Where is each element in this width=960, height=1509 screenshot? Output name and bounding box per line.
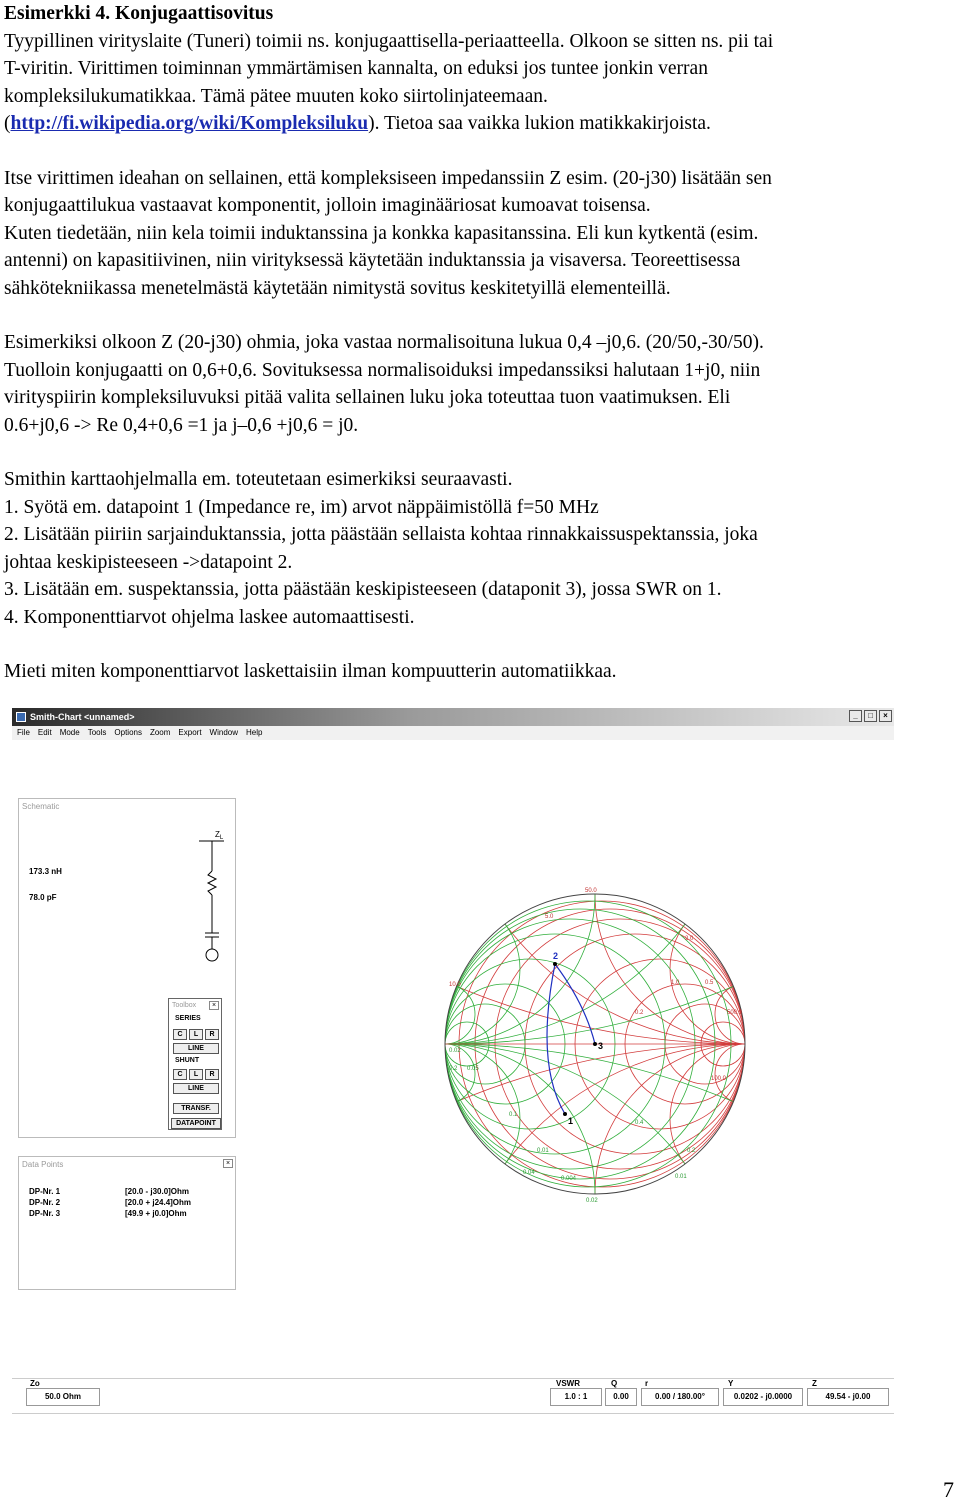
window-controls <box>849 710 892 722</box>
para3-line4: 0.6+j0,6 -> Re 0,4+0,6 =1 ja j–0,6 +j0,6 = j0. <box>4 414 359 436</box>
para2-line4: antenni) on kapasitiivinen, niin virityksessä käytetään induktanssia ja visaversa. Teoreettisessa <box>4 250 741 271</box>
smith-chart-screenshot <box>0 700 960 1420</box>
document-body <box>4 0 954 686</box>
datapoints-header: Data Points <box>22 1160 64 1169</box>
menu-edit[interactable]: Edit <box>37 728 52 737</box>
shunt-c-button[interactable]: C <box>173 1069 187 1080</box>
bottom-label: 0.02 <box>586 1198 598 1204</box>
vswr-field: 1.0 : 1 <box>550 1388 602 1406</box>
para2-line3: Kuten tiedetään, niin kela toimii induktanssina ja konkka kapasitanssina. Eli kun kytkentä (esim. <box>4 222 759 244</box>
lower-label-4: 0.1 <box>509 1112 518 1118</box>
para2-line2: konjugaattilukua vastaavat komponentit, jolloin imaginääriosat kumoavat toisensa. <box>4 195 651 216</box>
top-label: 50.0 <box>585 888 597 894</box>
page-number: 7 <box>943 1477 954 1502</box>
point-3-label: 3 <box>598 1041 604 1051</box>
dp2-name: DP-Nr. 2 <box>29 1198 61 1207</box>
capacitor-value: 78.0 pF <box>29 893 57 902</box>
para2-line1: Itse virittimen ideahan on sellainen, että kompleksiseen impedanssiin Z esim. (20-j30) lisätään sen <box>4 167 772 189</box>
series-r-button[interactable]: R <box>205 1029 219 1040</box>
menu-mode[interactable]: Mode <box>59 728 80 737</box>
menu-export[interactable]: Export <box>178 728 202 737</box>
vswr-label: VSWR <box>556 1379 580 1388</box>
paren-open: ( <box>4 113 11 134</box>
left-label-2: 0.05 <box>467 1066 479 1072</box>
dp2-value: [20.0 + j24.4]Ohm <box>125 1198 192 1207</box>
para1-line4-tail: ). Tietoa saa vaikka lukion matikkakirjoista. <box>368 113 711 134</box>
dp1-name: DP-Nr. 1 <box>29 1187 61 1196</box>
para1-line1: Tyypillinen virityslaite (Tuneri) toimii ns. konjugaattisella-periaatteella. Olkoon se sitten ns. pii tai <box>4 30 774 52</box>
minimize-button[interactable]: _ <box>849 710 862 722</box>
inductor-value: 173.3 nH <box>29 867 62 876</box>
upper-label-3: 2.0 <box>685 936 694 942</box>
shunt-r-button[interactable]: R <box>205 1069 219 1080</box>
lower-label-6: 0.2 <box>687 1148 696 1154</box>
shunt-l-button[interactable]: L <box>189 1069 203 1080</box>
menu-window[interactable]: Window <box>209 728 238 737</box>
datapoints-panel <box>18 1156 236 1290</box>
series-c-button[interactable]: C <box>173 1029 187 1040</box>
para4-line1: Smithin karttaohjelmalla em. toteutetaan esimerkiksi seuraavasti. <box>4 469 513 490</box>
zo-label: Zo <box>30 1379 40 1388</box>
lower-label-2: 0.004 <box>561 1176 577 1182</box>
menu-file[interactable]: File <box>17 728 30 737</box>
series-l-button[interactable]: L <box>189 1029 203 1040</box>
shunt-label: SHUNT <box>175 1057 200 1064</box>
para3-line3: virityspiirin kompleksiluvuksi pitää valita sellainen luku joka toteuttaa tuon vaatimuksen. Eli <box>4 387 731 408</box>
r-label: r <box>645 1379 649 1388</box>
dp3-name: DP-Nr. 3 <box>29 1209 61 1218</box>
load-label: $Z_L$ <box>215 830 224 841</box>
window-title: Smith-Chart <unnamed> <box>30 712 135 722</box>
lower-label-7: 0.01 <box>675 1174 687 1180</box>
para4-line5: 3. Lisätään em. suspektanssia, jotta päästään keskipisteeseen (dataponit 3), jossa SWR on 1. <box>4 579 722 600</box>
point-2-label: 2 <box>553 951 559 961</box>
lower-label-3: 0.04 <box>523 1170 535 1176</box>
series-line-button[interactable]: LINE <box>173 1043 219 1054</box>
menu-bar <box>12 726 894 740</box>
para3-line1: Esimerkiksi olkoon Z (20-j30) ohmia, joka vastaa normalisoituna lukua 0,4 –j0,6. (20/50,-30/50). <box>4 332 764 353</box>
shunt-line-button[interactable]: LINE <box>173 1083 219 1094</box>
para3-line2: Tuolloin konjugaatti on 0,6+0,6. Sovituksessa normalisoiduksi impedanssiksi halutaan 1+j0, niin <box>4 359 761 381</box>
app-icon <box>16 712 26 722</box>
left-label-3: 0.02 <box>449 1048 461 1054</box>
menu-help[interactable]: Help <box>246 728 263 737</box>
datapoints-close-icon[interactable]: × <box>223 1159 233 1168</box>
right-label: 500.0 <box>727 1010 743 1016</box>
menu-zoom[interactable]: Zoom <box>149 728 171 737</box>
upper-label-6: 0.2 <box>635 1010 644 1016</box>
smith-chart[interactable] <box>435 884 755 1204</box>
y-label: Y <box>728 1379 734 1388</box>
lower-label-1: 0.01 <box>537 1148 549 1154</box>
toolbox-panel <box>168 998 222 1130</box>
z-label: Z <box>812 1379 817 1388</box>
menu-tools[interactable]: Tools <box>87 728 107 737</box>
para4-line3: 2. Lisätään piiriin sarjainduktanssia, jotta päästään sellaista kohtaa rinnakkaissuspektanssia, joka <box>4 524 758 545</box>
para1-line3: kompleksilukumatikkaa. Tämä pätee muuten koko siirtolinjateemaan. <box>4 85 548 107</box>
para1-line4 <box>4 110 954 138</box>
close-button[interactable]: × <box>879 710 892 722</box>
window-titlebar <box>12 708 894 726</box>
series-label: SERIES <box>175 1015 201 1022</box>
z-field: 49.54 - j0.00 <box>807 1388 889 1406</box>
toolbox-header: Toolbox <box>172 1002 197 1009</box>
para1-line2: T-viritin. Virittimen toiminnan ymmärtämisen kannalta, on eduksi jos tuntee jonkin verran <box>4 58 708 79</box>
q-label: Q <box>611 1379 618 1388</box>
upper-label-4: 1.0 <box>671 980 680 986</box>
q-field: 0.00 <box>605 1388 637 1406</box>
menu-options[interactable]: Options <box>114 728 142 737</box>
heading: Esimerkki 4. Konjugaattisovitus <box>4 3 274 24</box>
lower-label-5: 0.4 <box>635 1120 644 1126</box>
left-label-1: 0.2 <box>449 1066 458 1072</box>
wikipedia-link[interactable]: http://fi.wikipedia.org/wiki/Kompleksiluku <box>10 113 369 134</box>
para4-line4: johtaa keskipisteeseen ->datapoint 2. <box>4 551 293 573</box>
upper-label-7: 100.0 <box>711 1076 727 1082</box>
y-field: 0.0202 - j0.0000 <box>723 1388 803 1406</box>
datapoint-button[interactable]: DATAPOINT <box>171 1118 221 1129</box>
upper-label-1: 10.0 <box>449 982 461 988</box>
dp1-value: [20.0 - j30.0]Ohm <box>125 1187 190 1196</box>
schematic-header: Schematic <box>22 802 60 811</box>
para4-line6: 4. Komponenttiarvot ohjelma laskee automaattisesti. <box>4 606 415 628</box>
r-field: 0.00 / 180.00° <box>641 1388 719 1406</box>
transf-button[interactable]: TRANSF. <box>173 1103 219 1114</box>
dp3-value: [49.9 + j0.0]Ohm <box>125 1209 187 1218</box>
para2-line5: sähkötekniikassa menetelmästä käytetään nimitystä sovitus keskitetyillä elementeillä. <box>4 277 671 299</box>
maximize-button[interactable]: □ <box>864 710 877 722</box>
zo-field[interactable]: 50.0 Ohm <box>26 1388 100 1406</box>
upper-label-5: 0.5 <box>705 980 714 986</box>
upper-label-2: 5.0 <box>545 914 554 920</box>
para4-line2: 1. Syötä em. datapoint 1 (Impedance re, im) arvot näppäimistöllä f=50 MHz <box>4 496 599 518</box>
para5-line1: Mieti miten komponenttiarvot laskettaisiin ilman kompuutterin automatiikkaa. <box>4 661 617 682</box>
toolbox-close-icon[interactable]: × <box>209 1001 219 1010</box>
point-1-label: 1 <box>568 1116 574 1126</box>
